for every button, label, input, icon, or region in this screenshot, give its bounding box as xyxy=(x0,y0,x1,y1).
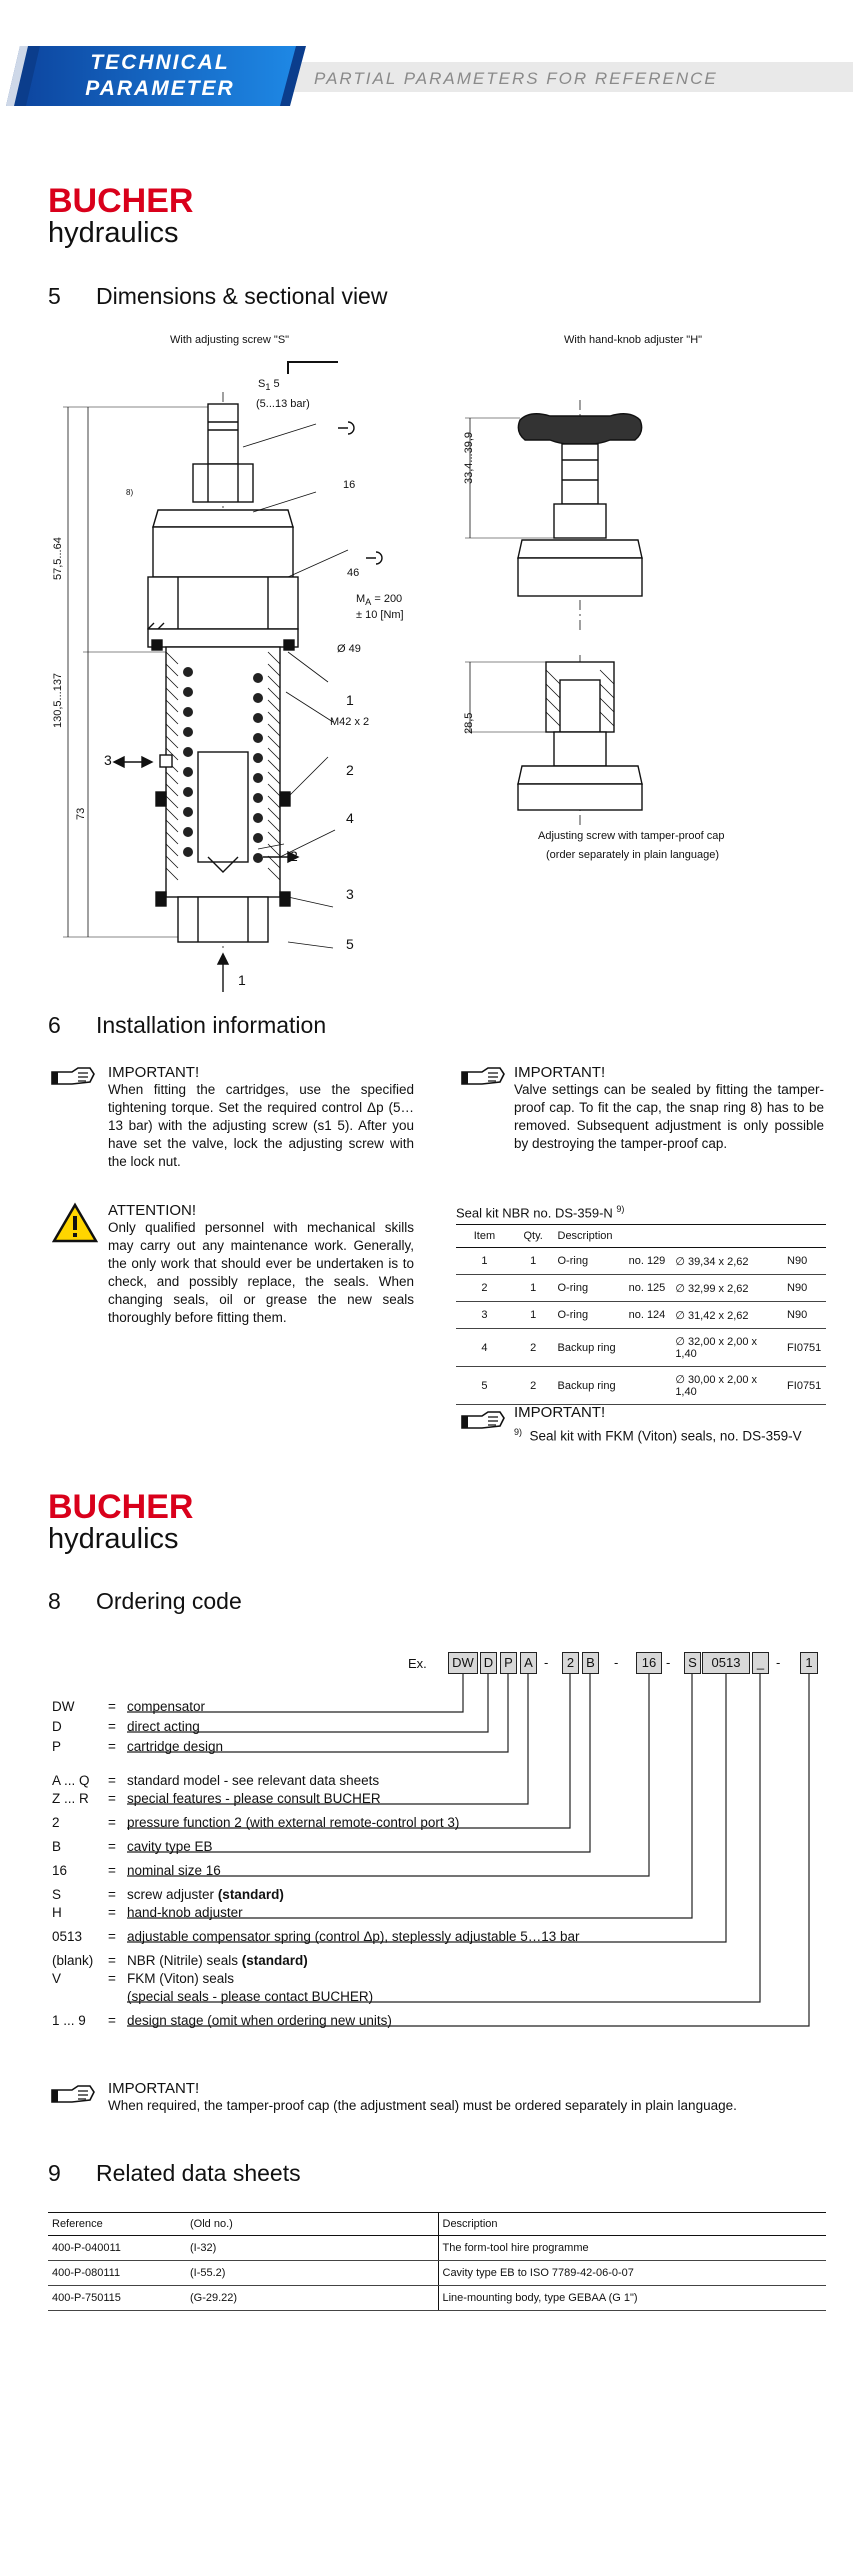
table-cell: 400-P-040011 xyxy=(48,2236,186,2261)
ordering-key: DW xyxy=(52,1699,75,1714)
ordering-equals: = xyxy=(108,1739,116,1754)
table-cell: 2 xyxy=(456,1275,513,1302)
ordering-code-box: P xyxy=(500,1652,517,1674)
table-row xyxy=(456,1367,826,1405)
note-body: When fitting the cartridges, use the specified tightening torque. Set the required control Δp (5…13 bar) with the adjusting screw (s1 5). After you have set the valve, lock the adjusting screw with the lock nut. xyxy=(108,1082,414,1169)
ordering-code-box: 0513 xyxy=(702,1652,750,1674)
ordering-code-box: _ xyxy=(752,1652,769,1674)
table-cell: 3 xyxy=(456,1302,513,1329)
ordering-description: compensator xyxy=(127,1699,206,1714)
section-6-title: 6 Installation information xyxy=(48,1012,327,1038)
table-cell: 1 xyxy=(513,1248,554,1275)
ordering-description: hand-knob adjuster xyxy=(127,1905,243,1920)
ordering-code-dash: - xyxy=(614,1655,619,1670)
label-dim-57: 57,5...64 xyxy=(52,537,64,580)
label-part3-left: 3 xyxy=(104,752,112,768)
logo-hydraulics: hydraulics xyxy=(48,1523,179,1555)
ordering-key: Z ... R xyxy=(52,1791,89,1806)
ordering-equals: = xyxy=(108,1719,116,1734)
banner-title-line1: TECHNICAL xyxy=(90,51,230,74)
table-cell: 1 xyxy=(456,1248,513,1275)
ordering-equals: = xyxy=(108,1887,116,1902)
seal-header-qty: Qty. xyxy=(513,1225,554,1248)
table-cell: 2 xyxy=(513,1367,554,1405)
table-cell: The form-tool hire programme xyxy=(438,2236,826,2261)
label-dim-130: 130,5...137 xyxy=(52,672,64,728)
bucher-logo xyxy=(48,1490,193,1554)
label-dim-28: 28,5 xyxy=(463,712,475,734)
table-cell: Backup ring xyxy=(554,1329,625,1367)
ordering-code-dash: - xyxy=(776,1655,781,1670)
table-cell xyxy=(625,1329,672,1367)
ordering-description: NBR (Nitrile) seals (standard) xyxy=(127,1953,308,1968)
ordering-description: screw adjuster (standard) xyxy=(127,1887,284,1902)
ordering-key: V xyxy=(52,1971,62,1986)
ordering-description: cavity type EB xyxy=(127,1839,213,1854)
ordering-key: A ... Q xyxy=(52,1773,90,1788)
label-wrench16: 16 xyxy=(343,479,356,491)
sectional-view-drawing xyxy=(48,352,388,1002)
label-part1-bottom: 1 xyxy=(238,972,246,988)
seal-header-item: Item xyxy=(456,1225,513,1248)
ds-header-old-no: (Old no.) xyxy=(186,2213,438,2236)
label-part4: 4 xyxy=(346,810,354,826)
label-dim-33: 33,4...39,9 xyxy=(463,432,475,484)
table-row xyxy=(48,2236,826,2261)
ordering-code-box: 16 xyxy=(636,1652,662,1674)
logo-bucher: BUCHER xyxy=(48,182,194,220)
ordering-description: special features - please consult BUCHER xyxy=(127,1791,381,1806)
ordering-equals: = xyxy=(108,2013,116,2028)
banner-subtitle-bar xyxy=(290,62,853,92)
ordering-code-box: S xyxy=(684,1652,701,1674)
seal-header-description: Description xyxy=(554,1225,827,1248)
bucher-logo xyxy=(48,184,193,248)
ordering-code-box: B xyxy=(582,1652,599,1674)
table-cell: 1 xyxy=(513,1275,554,1302)
table-cell: no. 124 xyxy=(625,1302,672,1329)
ordering-key: B xyxy=(52,1839,62,1854)
note-attention xyxy=(108,1202,414,1327)
table-cell: Backup ring xyxy=(554,1367,625,1405)
note-ordering-tamper xyxy=(108,2080,828,2115)
ordering-description: (special seals - please contact BUCHER) xyxy=(127,1989,374,2004)
label-part5: 5 xyxy=(346,936,354,952)
header-banner xyxy=(0,46,853,106)
table-cell: 4 xyxy=(456,1329,513,1367)
table-cell: 1 xyxy=(513,1302,554,1329)
table-cell: 400-P-080111 xyxy=(48,2261,186,2286)
ordering-key: 0513 xyxy=(52,1929,83,1944)
table-row xyxy=(48,2286,826,2311)
section-8-title: 8 Ordering code xyxy=(48,1588,242,1614)
table-cell xyxy=(625,1367,672,1405)
note-body: Only qualified personnel with mechanical skills may carry out any maintenance work. Generally, the only work that should ever be undertaken is to check, and possibly replace, the seals. When changing seals, oil or grease the new seals thoroughly before fitting them. xyxy=(108,1220,414,1325)
table-cell: (I-55.2) xyxy=(186,2261,438,2286)
note-title: IMPORTANT! xyxy=(108,2080,200,2097)
ordering-code-box: 1 xyxy=(800,1652,818,1674)
note-body: When required, the tamper-proof cap (the adjustment seal) must be ordered separately in plain language. xyxy=(108,2098,737,2113)
ordering-key: 2 xyxy=(52,1815,60,1830)
pointing-hand-icon xyxy=(460,1064,506,1088)
left-drawing-caption: With adjusting screw "S" xyxy=(170,334,290,346)
table-cell: N90 xyxy=(783,1302,826,1329)
ordering-example-label: Ex. xyxy=(408,1656,427,1671)
table-cell: 2 xyxy=(513,1329,554,1367)
table-cell: 400-P-750115 xyxy=(48,2286,186,2311)
ordering-key: P xyxy=(52,1739,62,1754)
ordering-description: standard model - see relevant data sheets xyxy=(127,1773,380,1788)
table-cell: O-ring xyxy=(554,1302,625,1329)
table-cell: ∅ 32,00 x 2,00 x 1,40 xyxy=(671,1329,783,1367)
table-cell: Cavity type EB to ISO 7789-42-06-0-07 xyxy=(438,2261,826,2286)
warning-icon xyxy=(52,1202,98,1244)
table-cell: ∅ 31,42 x 2,62 xyxy=(671,1302,783,1329)
note-install-torque xyxy=(108,1064,414,1171)
ordering-code-box: DW xyxy=(448,1652,478,1674)
note-title: IMPORTANT! xyxy=(514,1064,606,1081)
table-cell: ∅ 39,34 x 2,62 xyxy=(671,1248,783,1275)
table-cell: ∅ 32,99 x 2,62 xyxy=(671,1275,783,1302)
tamper-caption: Adjusting screw with tamper-proof cap xyxy=(538,830,725,842)
ordering-key: H xyxy=(52,1905,62,1920)
label-bar-range: (5...13 bar) xyxy=(256,398,310,410)
ordering-key: 16 xyxy=(52,1863,68,1878)
table-row xyxy=(48,2261,826,2286)
ordering-code-box: 2 xyxy=(562,1652,579,1674)
ordering-equals: = xyxy=(108,1971,116,1986)
logo-bucher: BUCHER xyxy=(48,1488,194,1526)
ordering-key: 1 ... 9 xyxy=(52,2013,86,2028)
ordering-equals: = xyxy=(108,1791,116,1806)
ordering-equals: = xyxy=(108,1773,116,1788)
ordering-description: design stage (omit when ordering new units) xyxy=(127,2013,392,2028)
table-cell: ∅ 30,00 x 2,00 x 1,40 xyxy=(671,1367,783,1405)
logo-hydraulics: hydraulics xyxy=(48,217,179,249)
section-9-title: 9 Related data sheets xyxy=(48,2160,301,2186)
ordering-equals: = xyxy=(108,1699,116,1714)
note-body: Valve settings can be sealed by fitting the tamper-proof cap. To fit the cap, the snap ring 8) has to be removed. Subsequent adjustment is only possible by destroying the tamper-proof cap. xyxy=(514,1082,824,1151)
ordering-code-dash: - xyxy=(666,1655,671,1670)
table-row xyxy=(456,1329,826,1367)
ordering-key: (blank) xyxy=(52,1953,94,1968)
table-row xyxy=(456,1248,826,1275)
ordering-equals: = xyxy=(108,1929,116,1944)
label-dim-73: 73 xyxy=(75,807,87,820)
related-data-sheets-table xyxy=(48,2212,826,2311)
label-part3: 3 xyxy=(346,886,354,902)
note-title: ATTENTION! xyxy=(108,1202,197,1219)
ordering-key: D xyxy=(52,1719,62,1734)
note-tamper-cap xyxy=(514,1064,824,1153)
label-s1: $S_1$ 5 xyxy=(258,378,280,393)
table-row xyxy=(456,1302,826,1329)
label-note8: 8) xyxy=(126,488,134,497)
table-cell: O-ring xyxy=(554,1275,625,1302)
ordering-description: nominal size 16 xyxy=(127,1863,221,1878)
label-ma-tol: ± 10 [Nm] xyxy=(356,609,404,621)
table-row xyxy=(456,1275,826,1302)
hand-knob-drawing xyxy=(450,400,700,840)
note-viton-kit xyxy=(514,1404,834,1446)
table-cell: O-ring xyxy=(554,1248,625,1275)
banner-title xyxy=(40,50,280,102)
ordering-description: cartridge design xyxy=(127,1739,224,1754)
label-dia49: Ø 49 xyxy=(337,643,361,655)
right-drawing-caption: With hand-knob adjuster "H" xyxy=(564,334,703,346)
ds-header-reference: Reference xyxy=(48,2213,186,2236)
ds-header-description: Description xyxy=(438,2213,826,2236)
label-part2: 2 xyxy=(346,762,354,778)
table-cell: (I-32) xyxy=(186,2236,438,2261)
ordering-key: S xyxy=(52,1887,62,1902)
table-cell: 5 xyxy=(456,1367,513,1405)
banner-title-line2: PARAMETER xyxy=(85,77,235,100)
ordering-description: pressure function 2 (with external remote-control port 3) xyxy=(127,1815,460,1830)
note-body: $^{9)}$ Seal kit with FKM (Viton) seals, no. DS-359-V xyxy=(514,1427,802,1444)
ordering-equals: = xyxy=(108,1905,116,1920)
tamper-caption-2: (order separately in plain language) xyxy=(546,849,720,861)
table-cell: no. 125 xyxy=(625,1275,672,1302)
ordering-equals: = xyxy=(108,1839,116,1854)
table-cell: N90 xyxy=(783,1248,826,1275)
ordering-description: adjustable compensator spring (control Δp), steplessly adjustable 5…13 bar xyxy=(127,1929,580,1944)
table-cell: FI0751 xyxy=(783,1367,826,1405)
label-part1: 1 xyxy=(346,692,354,708)
ordering-code-box: A xyxy=(520,1652,537,1674)
section-5-title: 5 Dimensions & sectional view xyxy=(48,283,388,309)
pointing-hand-icon xyxy=(460,1408,506,1432)
table-cell: N90 xyxy=(783,1275,826,1302)
label-wrench46: 46 xyxy=(347,567,360,579)
ordering-equals: = xyxy=(108,1863,116,1878)
label-m42: M42 x 2 xyxy=(330,716,370,728)
ordering-description: FKM (Viton) seals xyxy=(127,1971,235,1986)
ordering-equals: = xyxy=(108,1815,116,1830)
label-part2b: 2 xyxy=(290,848,298,864)
note-title: IMPORTANT! xyxy=(108,1064,200,1081)
seal-kit-title: Seal kit NBR no. DS-359-N $^{9)}$ xyxy=(456,1204,625,1221)
table-cell: Line-mounting body, type GEBAA (G 1") xyxy=(438,2286,826,2311)
table-cell: (G-29.22) xyxy=(186,2286,438,2311)
ordering-equals: = xyxy=(108,1953,116,1968)
ordering-code-box: D xyxy=(480,1652,497,1674)
seal-kit-table xyxy=(456,1224,826,1405)
ordering-description: direct acting xyxy=(127,1719,200,1734)
label-ma: $M_A = 200$ xyxy=(356,593,403,608)
table-cell: FI0751 xyxy=(783,1329,826,1367)
pointing-hand-icon xyxy=(50,1064,96,1088)
table-cell: no. 129 xyxy=(625,1248,672,1275)
ordering-code-dash: - xyxy=(544,1655,549,1670)
pointing-hand-icon xyxy=(50,2082,96,2106)
note-title: IMPORTANT! xyxy=(514,1404,606,1421)
banner-subtitle: PARTIAL PARAMETERS FOR REFERENCE xyxy=(314,69,718,88)
